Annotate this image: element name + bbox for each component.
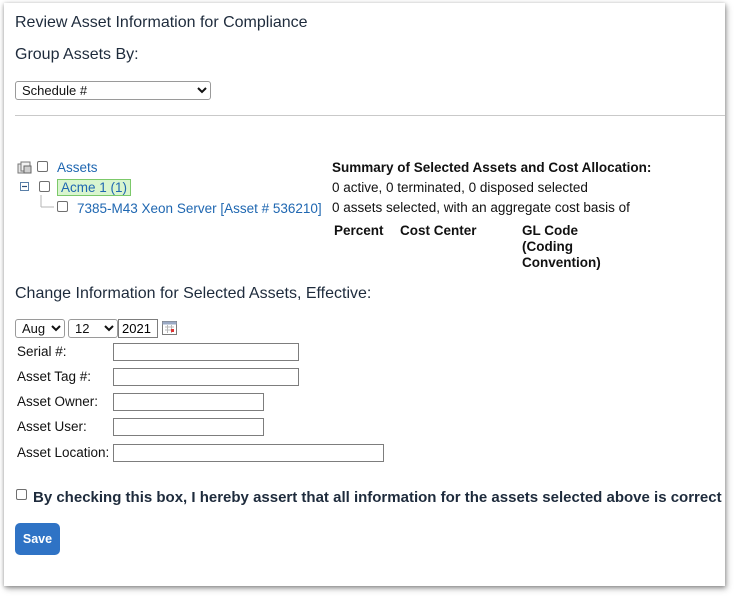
day-select[interactable] [68, 319, 118, 338]
tree-item-asset[interactable]: 7385-M43 Xeon Server [Asset # 536210] [77, 201, 322, 216]
group-checkbox[interactable] [39, 181, 50, 192]
summary-cost: 0 assets selected, with an aggregate cost basis of [332, 200, 630, 215]
asset-owner-input[interactable] [113, 393, 264, 411]
asset-owner-label: Asset Owner: [17, 394, 99, 409]
asset-checkbox[interactable] [57, 201, 68, 212]
month-select[interactable] [15, 319, 65, 338]
asset-user-input[interactable] [113, 418, 264, 436]
compliance-panel [4, 3, 725, 586]
serial-label: Serial #: [17, 344, 67, 359]
collapse-icon[interactable] [19, 181, 31, 193]
divider [15, 115, 725, 116]
serial-input[interactable] [113, 343, 299, 361]
tree-connector [38, 195, 58, 211]
group-by-label: Group Assets By: [15, 46, 139, 63]
tree-item-group[interactable]: Acme 1 (1) [57, 179, 131, 196]
calendar-icon[interactable] [162, 321, 178, 336]
assets-root-checkbox[interactable] [37, 161, 48, 172]
asset-location-input[interactable] [113, 444, 384, 462]
year-input[interactable] [118, 319, 158, 338]
column-header-percent: Percent [334, 223, 384, 238]
asset-tree-icon [17, 161, 33, 175]
tree-item-assets[interactable]: Assets [57, 160, 98, 175]
asset-user-label: Asset User: [17, 419, 87, 434]
save-button[interactable]: Save [15, 523, 60, 555]
asset-location-label: Asset Location: [17, 445, 110, 460]
asset-tag-input[interactable] [113, 368, 299, 386]
column-header-cost-center: Cost Center [400, 223, 477, 238]
column-header-gl-code: GL Code (Coding Convention) [522, 223, 601, 270]
asset-tag-label: Asset Tag #: [17, 369, 92, 384]
summary-title: Summary of Selected Assets and Cost Allocation: [332, 160, 652, 175]
page-title: Review Asset Information for Compliance [15, 14, 308, 31]
group-by-select[interactable] [15, 81, 211, 100]
change-section-title: Change Information for Selected Assets, Effective: [15, 285, 372, 302]
assert-checkbox[interactable] [16, 489, 27, 500]
assert-text: By checking this box, I hereby assert that all information for the assets selected above is correct [33, 489, 722, 506]
summary-status: 0 active, 0 terminated, 0 disposed selected [332, 180, 588, 195]
